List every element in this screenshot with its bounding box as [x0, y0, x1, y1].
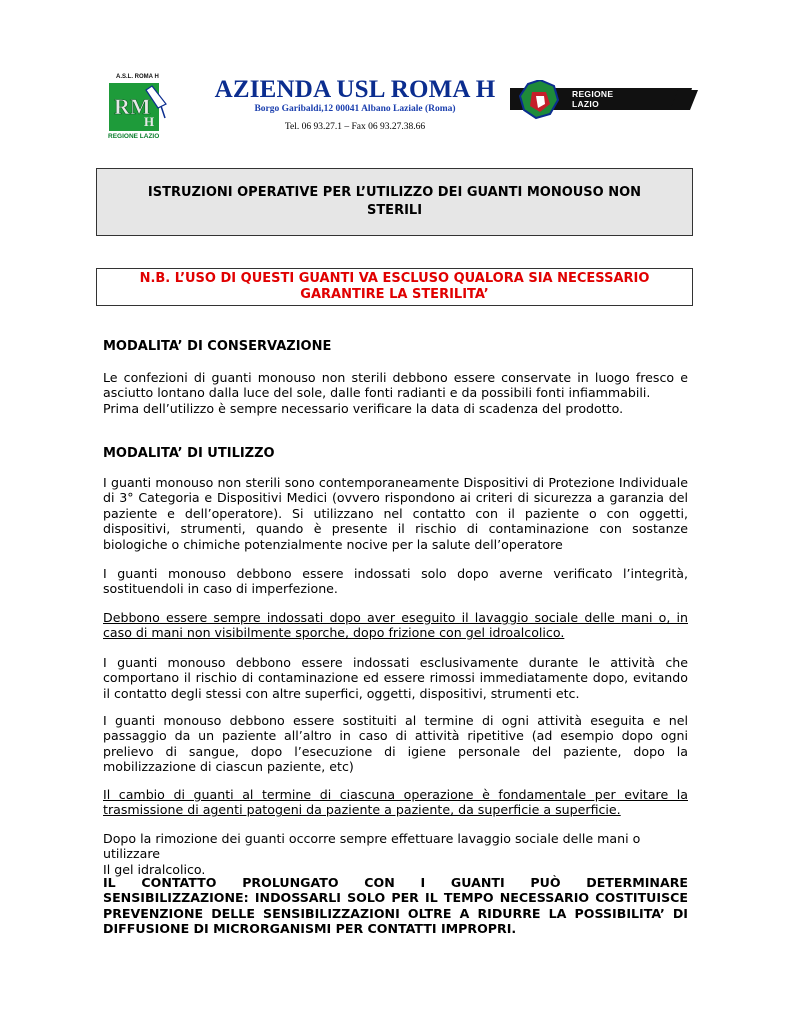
svg-text:RM: RM — [114, 94, 151, 119]
paragraph-integrita: I guanti monouso debbono essere indossati solo dopo averne verificato l’integrità, sostituendoli in caso di imperfezione. — [103, 566, 688, 597]
document-title: ISTRUZIONI OPERATIVE PER L’UTILIZZO DEI GUANTI MONOUSO NON STERILI — [147, 185, 642, 218]
regione-lazio-line2: LAZIO — [572, 99, 599, 109]
paragraph-rimozione-line1: Dopo la rimozione dei guanti occorre sempre effettuare lavaggio sociale delle mani o utilizzare — [103, 831, 641, 862]
organization-phone: Tel. 06 93.27.1 – Fax 06 93.27.38.66 — [284, 122, 426, 132]
paragraph-sostituzione: I guanti monouso debbono essere sostituiti al termine di ogni attività eseguita e nel passaggio da un paziente all’altro in caso di attività ripetitive (ad esempio dopo ogni prelievo di sangue, dopo l’esecuzione di igiene personale del paziente, dopo la mobilizzazione di ciascun paziente, etc) — [103, 713, 688, 775]
organization-title: AZIENDA USL ROMA H — [214, 76, 496, 103]
paragraph-dpi: I guanti monouso non sterili sono contemporaneamente Dispositivi di Protezione Individuale di 3° Categoria e Dispositivi Medici (ovvero rispondono ai criteri di sicurezza a garanzia del paziente e dell’operatore). Si utilizzano nel contatto con il paziente o con oggetti, dispositivi, strumenti, quando è presente il rischio di contaminazione con sostanze biologiche o chimiche potenzialmente nocive per la salute dell’operatore — [103, 475, 688, 552]
section-heading-conservazione: MODALITA’ DI CONSERVAZIONE — [103, 339, 332, 354]
paragraph-conservazione: Le confezioni di guanti monouso non sterili debbono essere conservate in luogo fresco e asciutto lontano dalla luce del sole, dalle fonti radianti e da possibili fonti infiammabili. — [103, 370, 688, 401]
svg-text:H: H — [144, 114, 155, 129]
paragraph-rimozione — [103, 831, 688, 877]
section-heading-utilizzo: MODALITA’ DI UTILIZZO — [103, 446, 275, 461]
regione-lazio-line1: REGIONE — [572, 89, 614, 99]
paragraph-rimozione-line2: Il gel idralcolico. — [103, 861, 206, 877]
paragraph-sensibilizzazione-bold: IL CONTATTO PROLUNGATO CON I GUANTI PUÒ DETERMINARE SENSIBILIZZAZIONE: INDOSSARLI SOLO PER IL TEMPO NECESSARIO COSTITUISCE PREVENZIONE DELLE SENSIBILIZZAZIONI OLTRE A RIDURRE LA POSSIBILITA’ DI DIFFUSIONE DI MICRORGANISMI PER CONTATTI IMPROPRI. — [103, 875, 688, 937]
paragraph-lavaggio-underlined: Debbono essere sempre indossati dopo aver eseguito il lavaggio sociale delle mani o, in caso di mani non visibilmente sporche, dopo frizione con gel idroalcolico. — [103, 610, 688, 641]
document-title-box — [96, 168, 693, 236]
asl-logo-icon — [108, 74, 168, 142]
asl-logo — [108, 74, 168, 142]
asl-logo-caption: A.S.L. ROMA H — [116, 74, 159, 80]
paragraph-cambio-underlined: Il cambio di guanti al termine di ciascuna operazione è fondamentale per evitare la trasmissione di agenti patogeni da paziente a paziente, da superficie a superficie. — [103, 787, 688, 818]
warning-box — [96, 268, 693, 306]
organization-address: Borgo Garibaldi,12 00041 Albano Laziale (Roma) — [254, 104, 456, 114]
regione-lazio-logo — [510, 80, 700, 120]
regione-lazio-text — [572, 89, 613, 109]
warning-text: N.B. L’USO DI QUESTI GUANTI VA ESCLUSO QUALORA SIA NECESSARIO GARANTIRE LA STERILITA’ — [139, 271, 650, 302]
paragraph-rischio: I guanti monouso debbono essere indossati esclusivamente durante le attività che comportano il rischio di contaminazione ed essere rimossi immediatamente dopo, evitando il contatto degli stessi con altre superfici, oggetti, dispositivi, strumenti etc. — [103, 655, 688, 701]
paragraph-scadenza: Prima dell’utilizzo è sempre necessario verificare la data di scadenza del prodotto. — [103, 401, 624, 416]
asl-logo-region: REGIONE LAZIO — [108, 133, 160, 140]
